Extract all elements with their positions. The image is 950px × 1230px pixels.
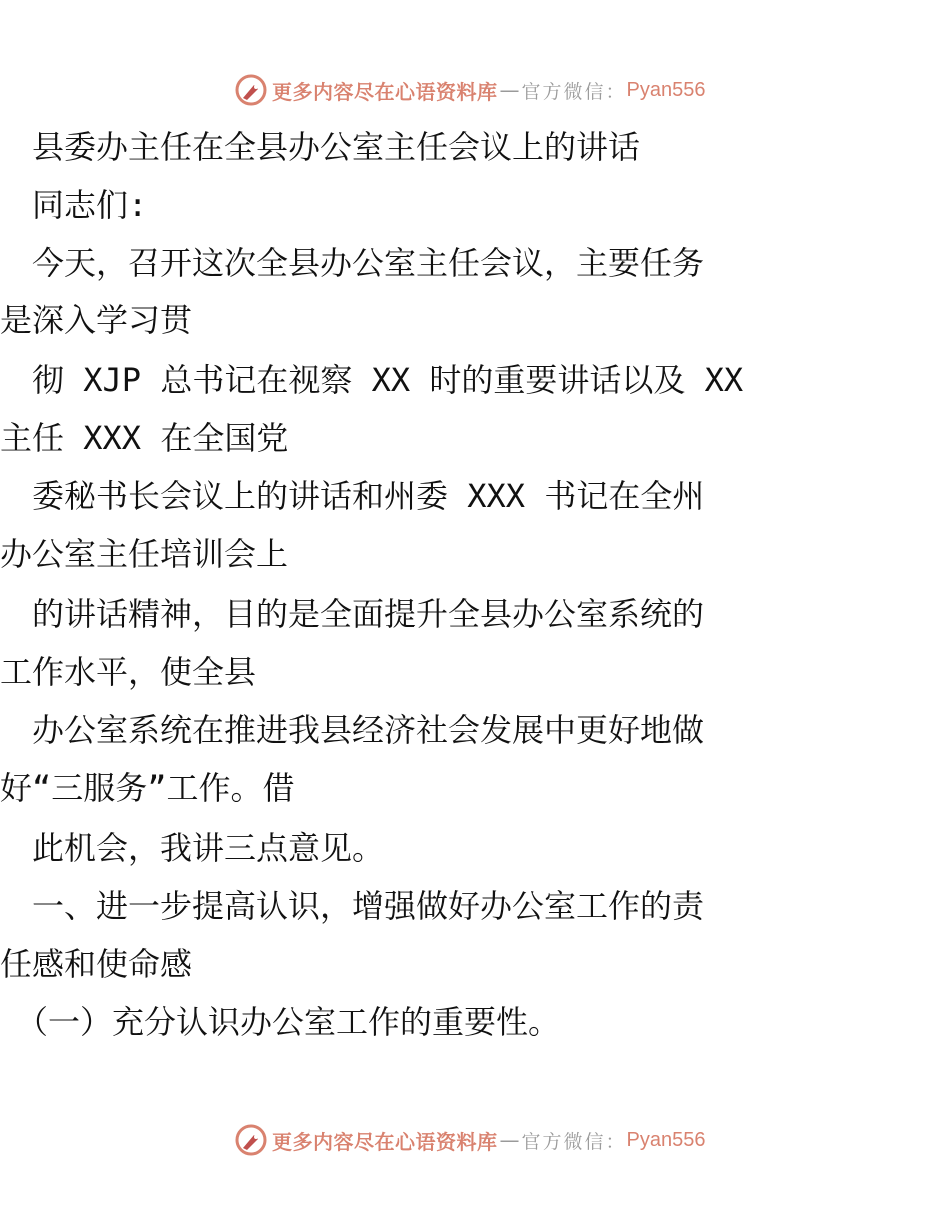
subsection-heading: （一）充分认识办公室工作的重要性。 bbox=[0, 1003, 561, 1041]
text-line: 是深入学习贯 bbox=[0, 301, 193, 339]
text-line: 彻 XJP 总书记在视察 XX 时的重要讲话以及 XX bbox=[0, 361, 744, 399]
watermark-account-label: 官方微信： bbox=[521, 80, 627, 103]
watermark-site-name: 更多内容尽在心语资料库 bbox=[272, 1129, 498, 1154]
text-line: 委秘书长会议上的讲话和州委 XXX 书记在全州 bbox=[0, 477, 705, 515]
text-line: 今天，召开这次全县办公室主任会议，主要任务 bbox=[0, 244, 705, 282]
text-line: 此机会，我讲三点意见。 bbox=[0, 829, 385, 867]
text-line: 办公室主任培训会上 bbox=[0, 535, 289, 573]
footer-watermark bbox=[234, 1120, 705, 1160]
watermark-account-label: 官方微信： bbox=[521, 1130, 627, 1153]
text-line: 的讲话精神，目的是全面提升全县办公室系统的 bbox=[0, 595, 705, 633]
watermark-site-name: 更多内容尽在心语资料库 bbox=[272, 79, 498, 104]
header-watermark bbox=[234, 70, 705, 110]
watermark-account-id: Pyan556 bbox=[626, 78, 706, 101]
document-title: 县委办主任在全县办公室主任会议上的讲话 bbox=[0, 128, 641, 166]
pen-nib-circle-icon bbox=[234, 1123, 268, 1157]
text-line: 好“三服务”工作。借 bbox=[0, 769, 295, 807]
text-line: 工作水平，使全县 bbox=[0, 653, 257, 691]
section-heading: 任感和使命感 bbox=[0, 945, 193, 983]
pen-nib-circle-icon bbox=[234, 73, 268, 107]
watermark-separator: — bbox=[499, 78, 520, 102]
text-line: 办公室系统在推进我县经济社会发展中更好地做 bbox=[0, 711, 705, 749]
watermark-separator: — bbox=[499, 1128, 520, 1152]
section-heading: 一、进一步提高认识，增强做好办公室工作的责 bbox=[0, 887, 705, 925]
text-line: 同志们: bbox=[0, 186, 148, 224]
text-line: 主任 XXX 在全国党 bbox=[0, 419, 289, 457]
watermark-account-id: Pyan556 bbox=[626, 1128, 706, 1151]
